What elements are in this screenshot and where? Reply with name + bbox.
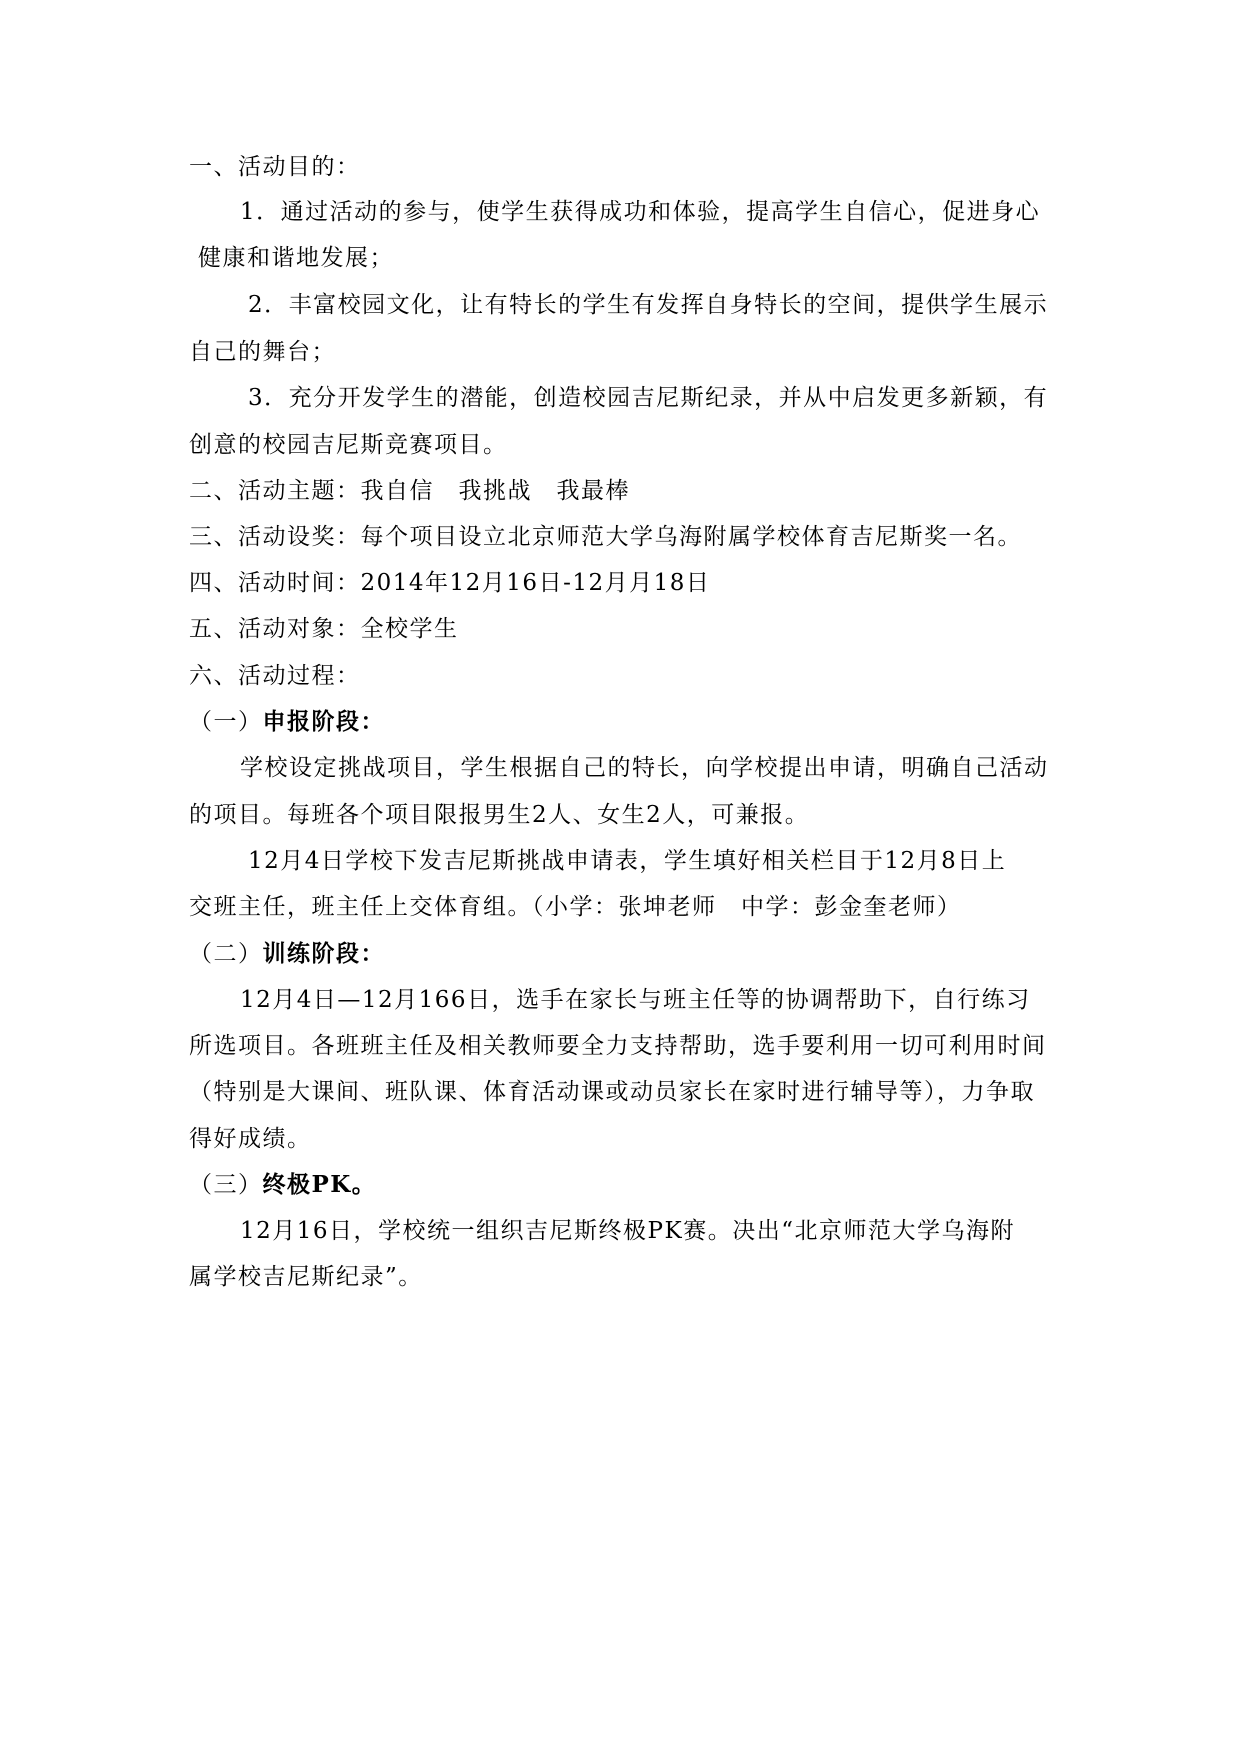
- stage-1-para-1-cont: 的项目。每班各个项目限报男生2人、女生2人，可兼报。: [189, 802, 810, 828]
- stage-2-para-cont-3: 得好成绩。: [189, 1126, 312, 1152]
- stage-2-para: 12月4日—12月166日，选手在家长与班主任等的协调帮助下，自行练习: [240, 987, 1031, 1013]
- purpose-item-3-cont: 创意的校园吉尼斯竞赛项目。: [189, 432, 508, 458]
- purpose-item-1-cont: 健康和谐地发展；: [198, 245, 394, 271]
- stage-2-heading: [189, 939, 385, 969]
- stage-3-heading: [189, 1170, 376, 1200]
- stage-3-number: （三）: [189, 1172, 263, 1198]
- purpose-item-2: 2．丰富校园文化，让有特长的学生有发挥自身特长的空间，提供学生展示: [248, 292, 1049, 318]
- section-6-process: 六、活动过程：: [189, 663, 361, 689]
- section-5-target: 五、活动对象：全校学生: [189, 616, 459, 642]
- stage-2-para-cont-2: （特别是大课间、班队课、体育活动课或动员家长在家时进行辅导等），力争取: [189, 1079, 1035, 1105]
- section-1-heading: 一、活动目的：: [189, 154, 361, 180]
- stage-1-para-2: 12月4日学校下发吉尼斯挑战申请表，学生填好相关栏目于12月8日上: [248, 848, 1007, 874]
- stage-1-para-2-cont: 交班主任，班主任上交体育组。（小学：张坤老师 中学：彭金奎老师）: [189, 894, 962, 920]
- stage-1-title: 申报阶段：: [262, 708, 385, 735]
- section-3-award: 三、活动设奖：每个项目设立北京师范大学乌海附属学校体育吉尼斯奖一名。: [189, 524, 1022, 550]
- purpose-item-2-cont: 自己的舞台；: [189, 339, 336, 365]
- stage-2-number: （二）: [189, 941, 263, 967]
- purpose-item-1: 1．通过活动的参与，使学生获得成功和体验，提高学生自信心，促进身心: [240, 199, 1041, 225]
- stage-3-para-cont: 属学校吉尼斯纪录”。: [189, 1264, 423, 1290]
- purpose-item-3: 3．充分开发学生的潜能，创造校园吉尼斯纪录，并从中启发更多新颖，有: [248, 385, 1049, 411]
- stage-2-title: 训练阶段：: [262, 940, 385, 967]
- stage-1-heading: [189, 707, 385, 737]
- stage-1-para-1: 学校设定挑战项目，学生根据自己的特长，向学校提出申请，明确自己活动: [240, 755, 1049, 781]
- section-4-time: 四、活动时间：2014年12月16日-12月月18日: [189, 570, 711, 596]
- stage-3-para: 12月16日，学校统一组织吉尼斯终极PK赛。决出“北京师范大学乌海附: [240, 1218, 1015, 1244]
- section-2-theme: 二、活动主题：我自信 我挑战 我最棒: [189, 478, 630, 504]
- stage-3-title: 终极PK。: [262, 1171, 377, 1198]
- stage-2-para-cont-1: 所选项目。各班班主任及相关教师要全力支持帮助，选手要利用一切可利用时间: [189, 1033, 1047, 1059]
- stage-1-number: （一）: [189, 709, 263, 735]
